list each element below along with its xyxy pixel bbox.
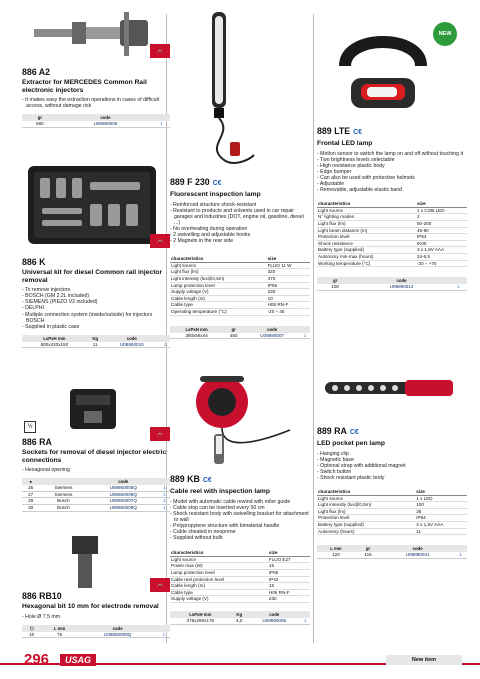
product-code: 886 RB10 [22,591,62,601]
cable-reel-image [170,372,310,468]
table-row: Operating temperature (°C) -20 ÷ 40 [170,309,310,316]
product-code-row [170,177,310,189]
product-title: Cable reel with inspection lamp [170,488,270,495]
feature-list [170,499,310,542]
new-badge: NEW [433,22,457,46]
product-title: Universal kit for diesel Common rail injector removal [22,269,163,284]
feature-item: - BOSCH (GM 2.2L included) [22,293,89,300]
product-title: Fluorescent inspection lamp [170,191,261,198]
table-row: Cable type H05 RN-F [170,302,310,309]
product-code: 889 RA [317,426,347,436]
spec-table: characteristics size Light source FLUO 11 W Light flux (lm) 320 Light intensity (lux@0,5m) 470 Lamp protection level IP55 Supply voltage (V) 230 Cable length (m) 10 Cable type H05 RN-F Operating temperature (°C) -20 ÷ 40 [170,256,310,315]
product-title: LED pocket pen lamp [317,440,386,447]
feature-item: - Cable stop can be inserted every 50 cm [170,504,265,511]
product-886rb10 [22,530,170,650]
table-row: Autonomy (hours) 11 [317,528,467,535]
feature-item: - Hanging clip [317,450,349,457]
table-row: Light source FLUO E27 [170,556,310,563]
product-title: Frontal LED lamp [317,140,373,147]
order-table: LxPxH mm Kg code 375x290x175 4,0 U08890005 1 [170,611,310,625]
table-row: Lamp protection level IP65 [170,570,310,577]
product-889kb [170,368,310,648]
feature-item: - It makes easy the extraction operations in cases of difficult access, without damage risk [22,97,160,110]
table-row: Supply voltage (V) 230 [170,289,310,296]
product-code-row [317,126,467,138]
table-row: Light source 1 x COB LED [317,207,467,214]
product-code: 886 K [22,257,46,267]
feature-item: - Edge bumper [317,168,352,175]
feature-item: - 2 swivelling and adjustable hooks [170,232,251,239]
table-row: 29 Bosch U08860007Q 1 [22,498,170,505]
order-table: LxPxH mm Kg code 600x420x150 11 U08860010 1 [22,335,170,349]
spec-table: characteristics size Light source 1 x LED Light intensity (lux@0,5m) 100 Light flux (lm) 36 Protection level IP54 Battery type (supplied) 3 x 1,5V AAA Autonomy (hours) 11 [317,489,467,535]
feature-item: - Shock resistant plastic body [317,474,385,481]
product-889lte [317,6,467,358]
table-row: 27 Siemens U08860006Q 1 [22,491,170,498]
feature-item: - Optional strap with additional magnet [317,462,406,469]
socket-image [58,383,128,435]
product-code: 886 A2 [22,67,51,77]
table-row: Battery type (supplied) 3 x 1,5V AAA [317,247,467,254]
table-row: Shock resistance IK05 [317,240,467,247]
hex-bit-image [60,536,110,588]
table-row: 30 Bosch U08860008Q 1 [22,505,170,512]
product-889ra [317,366,467,596]
feature-list [170,202,310,245]
feature-list [22,287,170,330]
feature-list [22,614,170,620]
code-header: code [58,114,153,121]
product-code-row [170,474,310,486]
fluorescent-lamp-image [194,10,264,170]
feature-item: - Switch button [317,468,352,475]
product-886a2 [22,6,170,140]
extractor-image [32,12,152,56]
feature-item: - Reinforced structure shock-resistant [170,201,257,208]
feature-item: - Multiple connection system (inside/outside) for injectors BOSCH [22,311,153,324]
table-row: Light intensity (lux@0,5m) 100 [317,502,467,509]
table-row: N° lighting modes 2 [317,214,467,221]
feature-item: - Two brightness levels selectable [317,156,395,163]
product-889f230 [170,6,310,362]
ce-mark-icon: C€ [353,129,363,136]
kit-case-image [28,162,156,246]
table-row: Supply voltage (V) 230 [170,596,310,603]
car-category-badge: 🚗 [150,578,170,592]
feature-item: - Shock resistant body with swivelling bracket for attachment to wall [170,510,309,523]
feature-item: - Can also be used with protective helmets [317,174,415,181]
table-row: 380x58x44 450 U08890007 1 [170,333,310,339]
table-row: Working temperature (°C) -20 ÷ +70 [317,260,467,267]
feature-item: - Model with automatic cable rewind with roller guide [170,498,291,505]
feature-item: - 2 Magnets in the rear side [170,238,234,245]
ce-mark-icon: C€ [349,429,359,436]
table-row: Cable length (m) 10 [170,295,310,302]
feature-item: - Motion sensor to switch the lamp on and off without touching it [317,150,464,157]
table-row: Autonomy min-max (hours) 24-6,5 [317,254,467,261]
feature-list [317,451,467,481]
table-row: Light source FLUO 11 W [170,262,310,269]
table-row: Power max (W) 15 [170,563,310,570]
car-category-badge: 🚗 [150,427,170,441]
car-category-badge: 🚗 [150,234,170,248]
table-row: 100 U08890014 1 [317,284,467,290]
table-row: Cable reel protection level IP42 [170,576,310,583]
table-row: Light flux (lm) 36 [317,508,467,515]
feature-item: - To remove injectors [22,287,71,294]
order-table: L mm gr code 120 115 U08890031 1 [317,545,467,559]
brand-logo: USAG [60,654,96,666]
page-footer [0,649,480,679]
table-row: 560 U08860005 1 [22,121,170,127]
product-code: 886 RA [22,437,52,447]
order-table: ⬡ L mm code 10 75 U08860009Q 1 [22,625,170,639]
table-row: Protection level IP54 [317,234,467,241]
table-row: 375x290x175 4,0 U08890005 1 [170,618,310,624]
feature-item: - No overheating during operation [170,225,248,232]
table-row: Battery type (supplied) 3 x 1,5V AAA [317,522,467,529]
table-row: Light flux (lm) 320 [170,269,310,276]
ce-mark-icon: C€ [212,180,222,187]
feature-item: - Hexagonal opening [22,467,70,474]
feature-list [22,97,170,109]
table-row: 10 75 U08860009Q 1 [22,632,170,638]
table-row: Light flux (lm) 50-200 [317,221,467,228]
product-title: Extractor for MERCEDES Common Rail electronic injectors [22,79,147,94]
pen-lamp-image [321,376,461,400]
table-row: Protection level IP54 [317,515,467,522]
product-886k [22,166,170,376]
table-row: Light source 1 x LED [317,495,467,502]
order-table: LxPxH mm gr code 380x58x44 450 U08890007 1 [170,326,310,340]
feature-item: - Adjustable [317,181,345,188]
car-category-badge: 🚗 [150,44,170,58]
feature-item: - DELPHI [22,305,44,312]
feature-list [317,151,467,194]
table-row: Light beam distance (m) 45-90 [317,227,467,234]
drive-size-icon: ½ [24,421,36,433]
product-code: 889 KB [170,474,200,484]
column-middle [170,6,318,648]
product-886ra [22,381,170,511]
feature-item: - Hole Ø 7,5 mm [22,613,61,620]
feature-item: - Polypropylene structure with bimaterial handle [170,522,280,529]
table-row: Cable type H05 RN-F [170,589,310,596]
product-code: 889 F 230 [170,177,210,187]
order-table: gr code 100 U08890014 1 [317,277,467,291]
table-row: 600x420x150 11 U08860010 1 [22,342,170,348]
qty-header [153,114,170,121]
new-item-legend: New item [386,655,462,665]
headlamp-image [331,26,435,114]
product-code-row [317,426,467,438]
ce-mark-icon: C€ [202,477,212,484]
column-left [22,6,170,648]
table-row: 120 115 U08890031 1 [317,552,467,558]
spec-table: characteristics size Light source 1 x COB LED N° lighting modes 2 Light flux (lm) 50-200 Light beam distance (m) 45-90 Protection level IP54 Shock resistance IK05 Battery type (supplied) 3 x 1,5V AAA Autonomy min-max (hours) 24-6,5 Working temperature (°C) -20 ÷ +70 [317,201,467,267]
order-table: ● code 25 Siemens U08860005Q 1 27 Siemens U08860006Q 1 29 Bosch U08860007Q 1 30 Bosch U08860008Q 1 [22,478,170,511]
feature-item: - Magnetic base [317,456,354,463]
feature-list [22,467,170,473]
feature-item: - Supplied without bulb [170,535,223,542]
table-row: 25 Siemens U08860005Q 1 [22,485,170,491]
product-code: 889 LTE [317,126,351,136]
column-right [317,6,465,648]
feature-item: - Supplied in plastic case [22,323,80,330]
table-row: Lamp protection level IP55 [170,282,310,289]
feature-item: - Removable, adjustable elastic band [317,187,403,194]
table-row: Cable length (m) 15 [170,583,310,590]
feature-item: - Resistant to products and solvents used in car repair garages and industries (DOT, engine oil, gasoline, diesel ...) [170,207,304,226]
product-title: Sockets for removal of diesel injector electric connections [22,449,167,464]
order-table [22,114,170,128]
feature-item: - Cable sheated in neoprene [170,529,236,536]
product-title: Hexagonal bit 10 mm for electrode removal [22,603,159,610]
feature-item: - High resistance plastic body [317,162,385,169]
table-row: Light intensity (lux@0,5m) 470 [170,276,310,283]
feature-item: - SIEMENS (PIEZO V2 included) [22,299,98,306]
spec-table: characteristics size Light source FLUO E27 Power max (W) 15 Lamp protection level IP65 Cable reel protection level IP42 Cable length (m) 15 Cable type H05 RN-F Supply voltage (V) 230 [170,550,310,603]
page-number: 296 [24,651,50,668]
weight-header: gr [22,114,58,121]
